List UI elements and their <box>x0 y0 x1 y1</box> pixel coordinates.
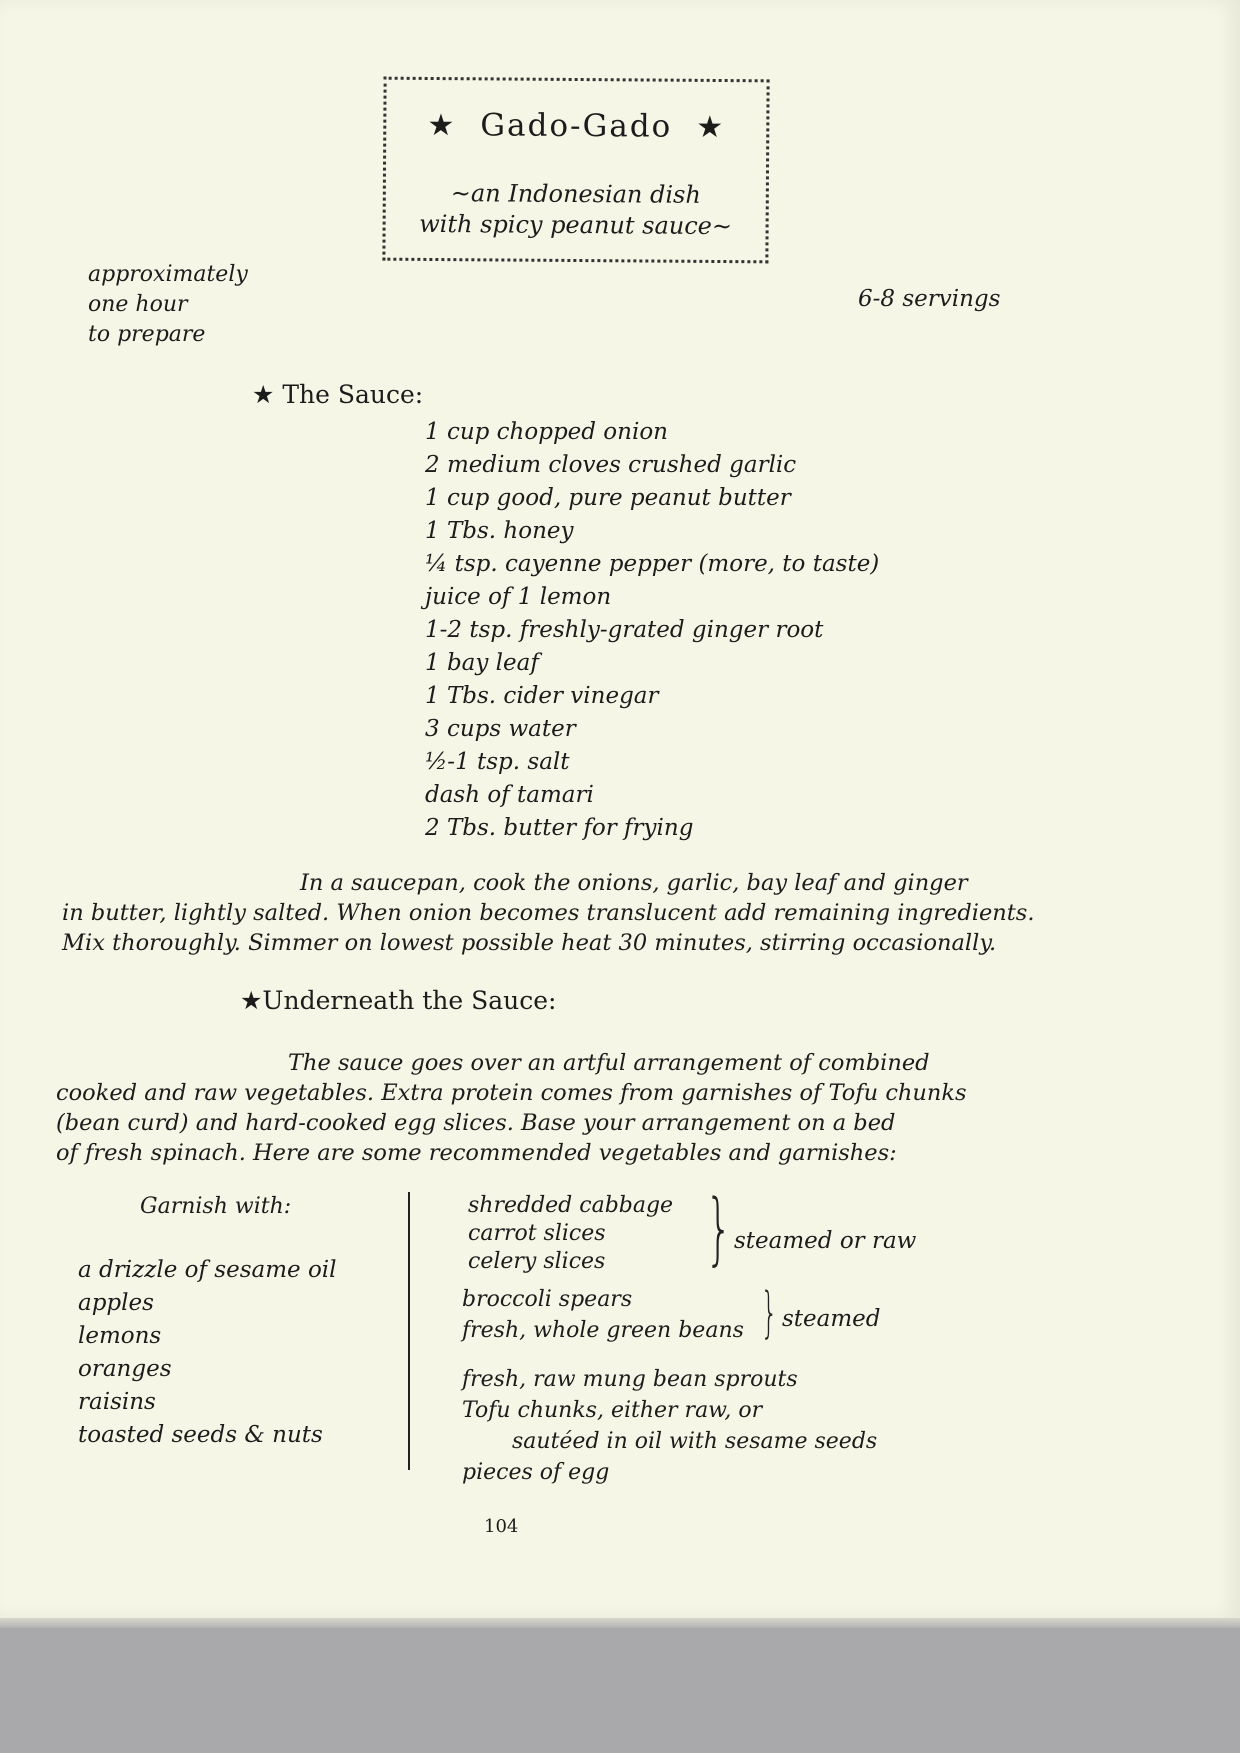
ingredient-item: 2 Tbs. butter for frying <box>425 815 694 841</box>
garnish-item: raisins <box>78 1389 156 1415</box>
prep-time-line: one hour <box>88 292 188 317</box>
servings: 6-8 servings <box>858 286 1001 312</box>
ingredient-item: 1 cup chopped onion <box>425 419 668 445</box>
sauce-ingredient-list <box>425 416 879 845</box>
description-line: of fresh spinach. Here are some recommended vegetables and garnishes: <box>56 1140 897 1166</box>
ingredient-item: 1-2 tsp. freshly-grated ginger root <box>425 617 824 643</box>
steamed-brace: } <box>760 1281 778 1344</box>
page-edge <box>0 1618 1240 1628</box>
other-items-list <box>462 1364 877 1488</box>
vegetable-item: broccoli spears <box>462 1287 633 1312</box>
garnish-item: oranges <box>78 1356 172 1382</box>
ingredient-item: ½-1 tsp. salt <box>425 749 570 775</box>
star-icon: ★ <box>240 986 263 1015</box>
ingredient-item: 1 Tbs. cider vinegar <box>425 683 659 709</box>
steamed-or-raw-label: steamed or raw <box>734 1228 917 1254</box>
garnish-list <box>78 1254 337 1452</box>
steamed-or-raw-list <box>468 1192 673 1276</box>
vegetable-item: pieces of egg <box>462 1460 610 1485</box>
underneath-heading <box>240 988 556 1013</box>
sauce-heading-text: The Sauce: <box>282 380 424 409</box>
sauce-instructions <box>62 868 1035 958</box>
garnish-item: lemons <box>78 1323 162 1349</box>
instruction-line: in butter, lightly salted. When onion becomes translucent add remaining ingredients. <box>62 900 1035 926</box>
description-line: (bean curd) and hard-cooked egg slices. Base your arrangement on a bed <box>56 1110 896 1136</box>
star-icon: ★ <box>696 109 726 146</box>
steamed-or-raw-brace: } <box>705 1184 733 1274</box>
vegetable-item: carrot slices <box>468 1221 606 1246</box>
underneath-heading-text: Underneath the Sauce: <box>262 986 557 1015</box>
recipe-subtitle <box>386 178 766 243</box>
description-line: cooked and raw vegetables. Extra protein comes from garnishes of Tofu chunks <box>56 1080 967 1106</box>
vegetable-item: sautéed in oil with sesame seeds <box>512 1429 878 1454</box>
garnish-item: toasted seeds & nuts <box>78 1422 323 1448</box>
garnish-item: apples <box>78 1290 154 1316</box>
description-line: The sauce goes over an artful arrangement of combined <box>288 1050 930 1076</box>
vegetable-item: fresh, raw mung bean sprouts <box>462 1367 798 1392</box>
garnish-item: a drizzle of sesame oil <box>78 1257 337 1283</box>
prep-time <box>88 260 248 350</box>
underneath-description <box>56 1048 967 1168</box>
ingredient-item: ¼ tsp. cayenne pepper (more, to taste) <box>425 551 880 577</box>
sauce-heading <box>252 382 423 407</box>
vegetable-item: Tofu chunks, either raw, or <box>462 1398 763 1423</box>
subtitle-line: with spicy peanut sauce~ <box>419 209 733 241</box>
vegetable-item: shredded cabbage <box>468 1193 674 1218</box>
ingredient-item: 1 Tbs. honey <box>425 518 574 544</box>
garnish-heading: Garnish with: <box>140 1194 292 1219</box>
ingredient-item: juice of 1 lemon <box>425 584 612 610</box>
ingredient-item: 3 cups water <box>425 716 576 742</box>
instruction-line: Mix thoroughly. Simmer on lowest possible heat 30 minutes, stirring occasionally. <box>62 930 997 956</box>
steamed-list <box>462 1284 744 1346</box>
ingredient-item: 1 bay leaf <box>425 650 539 676</box>
instruction-line: In a saucepan, cook the onions, garlic, bay leaf and ginger <box>300 870 968 896</box>
steamed-label: steamed <box>782 1306 881 1332</box>
subtitle-line: ~an Indonesian dish <box>450 179 701 209</box>
vegetable-item: celery slices <box>468 1249 606 1274</box>
prep-time-line: approximately <box>88 262 248 287</box>
prep-time-line: to prepare <box>88 322 206 347</box>
column-divider <box>408 1192 410 1470</box>
page-number: 104 <box>484 1516 519 1537</box>
ingredient-item: 1 cup good, pure peanut butter <box>425 485 791 511</box>
star-icon: ★ <box>252 380 283 409</box>
ingredient-item: 2 medium cloves crushed garlic <box>425 452 797 478</box>
recipe-title-text: Gado-Gado <box>480 107 673 145</box>
ingredient-item: dash of tamari <box>425 782 594 808</box>
title-box <box>382 77 769 264</box>
vegetable-item: fresh, whole green beans <box>462 1318 744 1343</box>
star-icon: ★ <box>427 107 457 144</box>
recipe-title <box>386 107 766 146</box>
